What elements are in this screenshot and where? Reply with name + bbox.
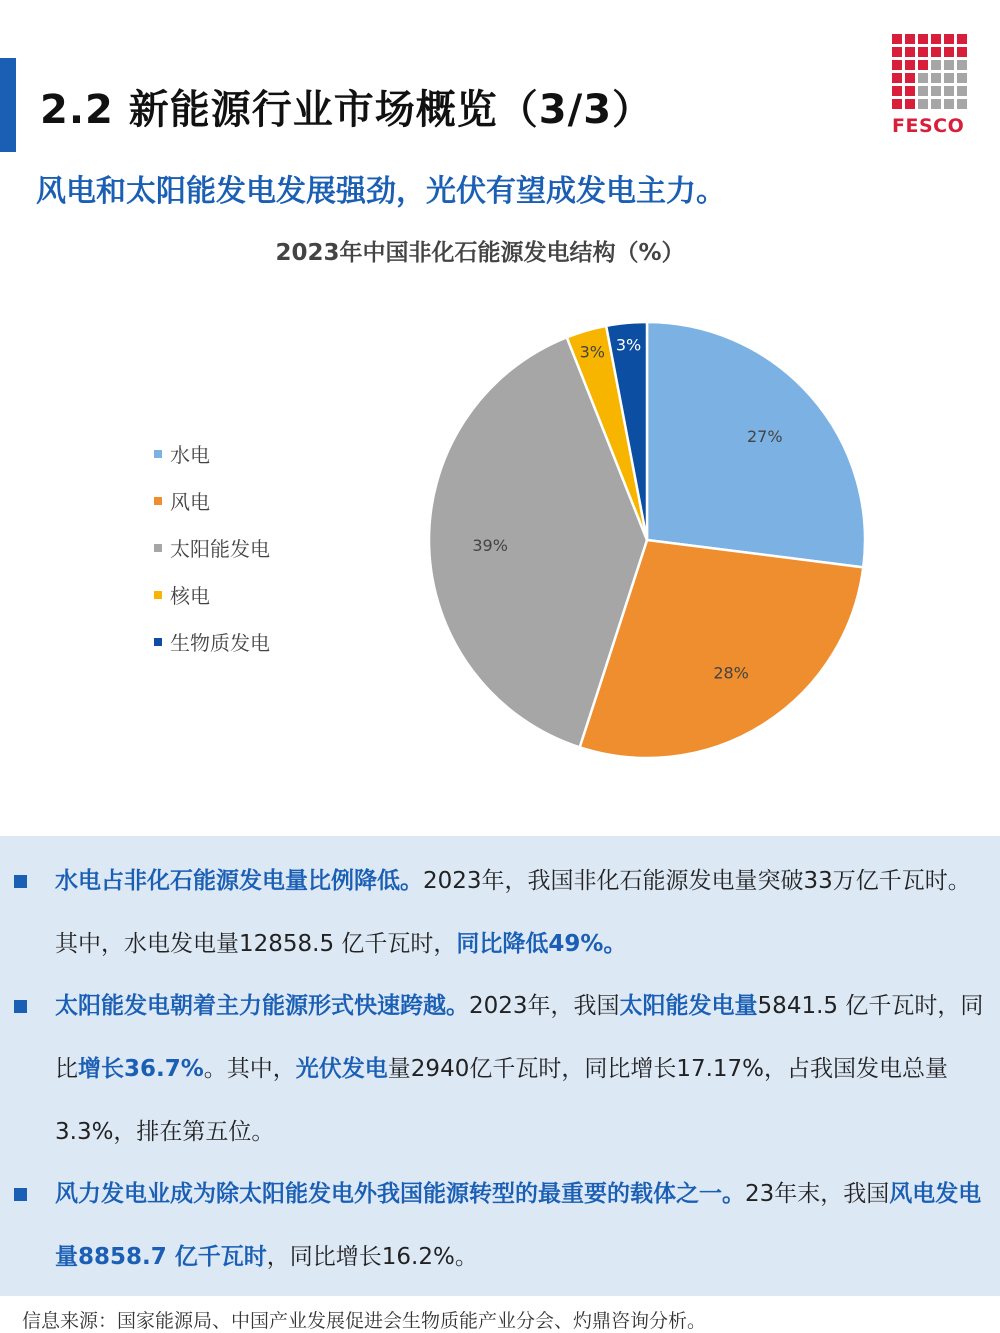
pie-data-label: 3% <box>579 342 605 362</box>
bullet-square-icon <box>14 1188 27 1201</box>
legend-label: 水电 <box>170 443 210 467</box>
page-subtitle: 风电和太阳能发电发展强劲，光伏有望成发电主力。 <box>36 174 726 209</box>
body-text: 23年末，我国 <box>745 1181 890 1207</box>
bullet-text <box>55 975 990 1164</box>
highlight-text: 水电占非化石能源发电量比例降低。 <box>55 868 423 894</box>
legend-label: 核电 <box>170 584 210 608</box>
summary-panel <box>0 836 1000 1296</box>
body-text: 。其中， <box>203 1056 296 1082</box>
bullet-text <box>55 1163 990 1289</box>
body-text: 量2940亿千瓦时，同比增长17.17%，占我国发电总量3.3%，排在第五位。 <box>55 1056 949 1145</box>
bullet-text <box>55 850 990 976</box>
pie-data-label: 39% <box>472 535 508 555</box>
body-text: ，同比增长16.2%。 <box>266 1244 478 1270</box>
highlight-text: 同比降低49%。 <box>456 931 627 957</box>
body-text: 2023年，我国 <box>469 993 620 1019</box>
legend-label: 风电 <box>170 490 210 514</box>
bullet-square-icon <box>14 1000 27 1013</box>
page-title: 2.2 新能源行业市场概览（3/3） <box>40 87 654 133</box>
body-text: 5841.5 亿千瓦时，同比 <box>55 993 984 1082</box>
highlight-text: 太阳能发电量 <box>619 993 758 1019</box>
source-note: 信息来源：国家能源局、中国产业发展促进会生物质能产业分会、灼鼎咨询分析。 <box>22 1310 707 1332</box>
legend-label: 太阳能发电 <box>170 537 270 561</box>
bullet-item <box>0 850 1000 976</box>
highlight-text: 增长36.7% <box>78 1056 204 1082</box>
highlight-text: 风力发电业成为除太阳能发电外我国能源转型的最重要的载体之一。 <box>55 1181 745 1207</box>
chart-title: 2023年中国非化石能源发电结构（%） <box>275 240 685 266</box>
highlight-text: 太阳能发电朝着主力能源形式快速跨越。 <box>55 993 469 1019</box>
pie-data-label: 3% <box>615 335 642 355</box>
legend-label: 生物质发电 <box>170 631 270 655</box>
body-text: 2023年，我国非化石能源发电量突破33万亿千瓦时。其中，水电发电量12858.5 亿千瓦时， <box>55 868 971 957</box>
pie-data-label: 27% <box>746 427 783 447</box>
bullet-square-icon <box>14 875 27 888</box>
logo-text: FESCO <box>892 115 965 137</box>
bullet-item <box>0 1163 1000 1289</box>
bullet-item <box>0 975 1000 1164</box>
highlight-text: 光伏发电 <box>295 1056 388 1082</box>
pie-data-label: 28% <box>713 663 749 683</box>
highlight-text: 风电发电量8858.7 亿千瓦时 <box>55 1181 982 1270</box>
